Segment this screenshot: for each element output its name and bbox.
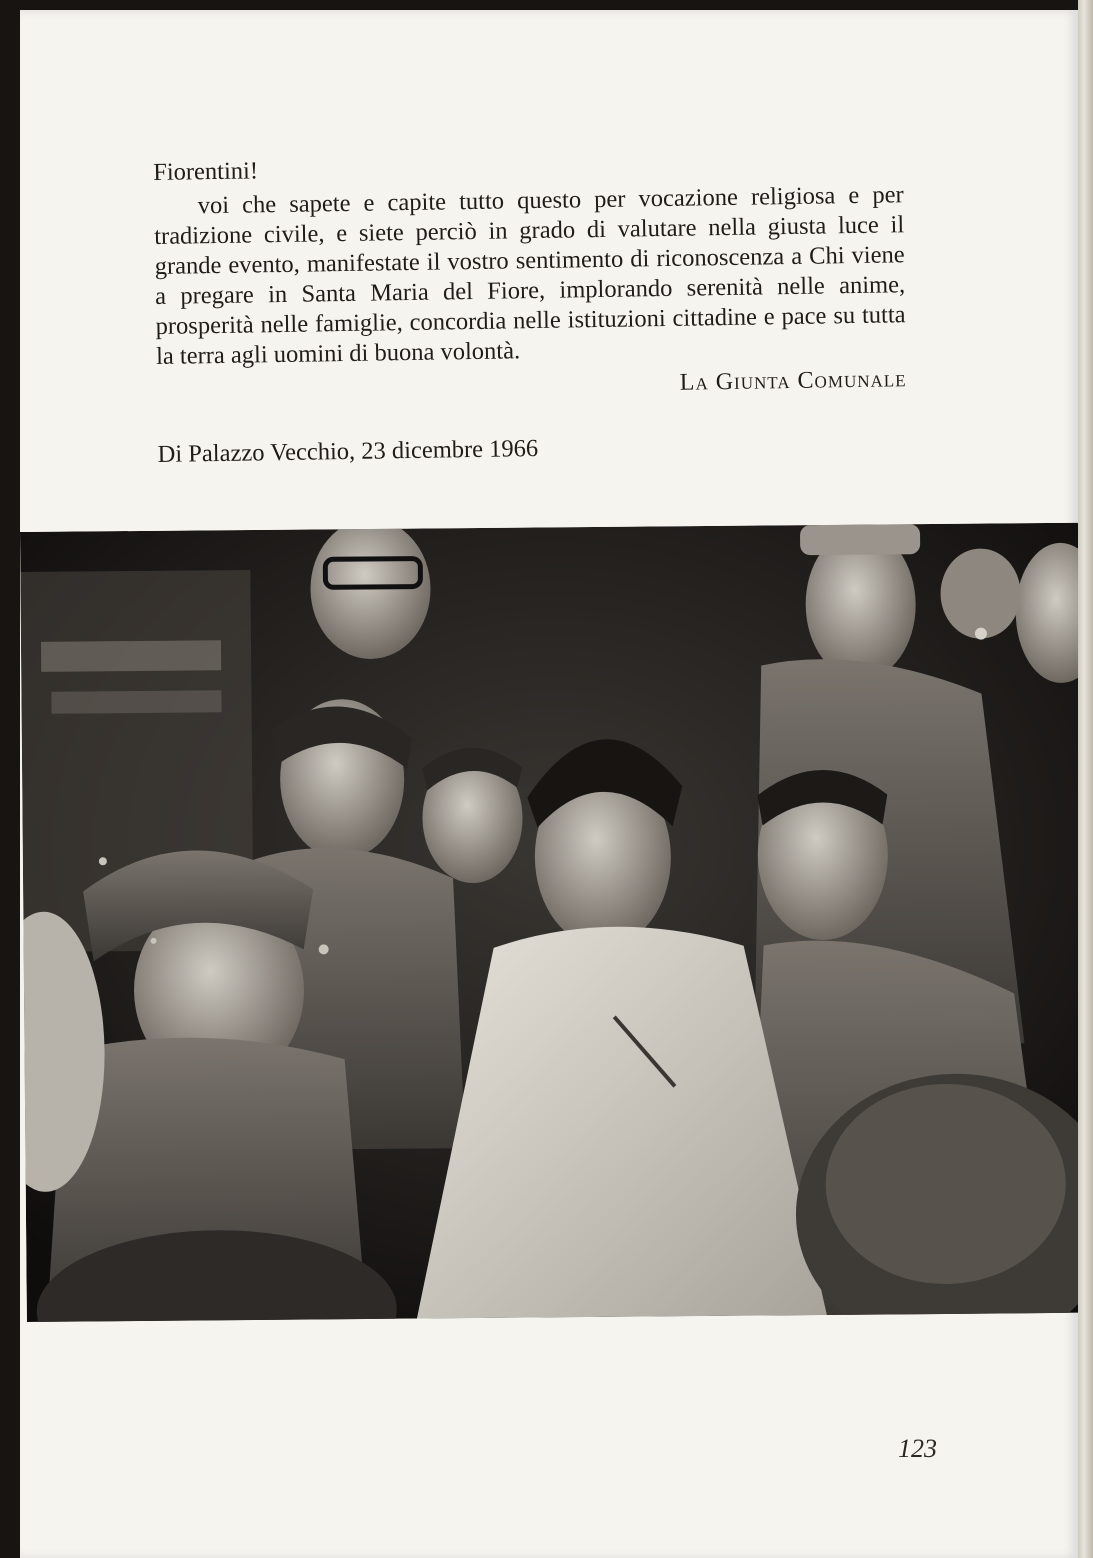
page-number: 123	[898, 1434, 937, 1463]
signature: La Giunta Comunale	[679, 366, 907, 396]
photograph-image	[20, 523, 1078, 1322]
book-spine-edge	[1078, 0, 1093, 1558]
greeting: Fiorentini!	[153, 157, 259, 186]
dateline: Di Palazzo Vecchio, 23 dicembre 1966	[157, 434, 539, 468]
book-page	[20, 10, 1078, 1558]
photograph	[20, 523, 1078, 1322]
body-paragraph: voi che sapete e capite tutto questo per vocazione religiosa e per tradizione civile, e siete perciò in grado di valutare nella giusta luce il grande evento, manifestate il vostro sentimento di riconoscenza a Chi viene a pregare in Santa Maria del Fiore, implorando serenità nelle anime, prosperità nelle famiglie, concordia nelle istituzioni cittadine e pace su tutta la terra agli uomini di buona volontà.	[154, 181, 906, 370]
proclamation-text	[153, 146, 908, 470]
